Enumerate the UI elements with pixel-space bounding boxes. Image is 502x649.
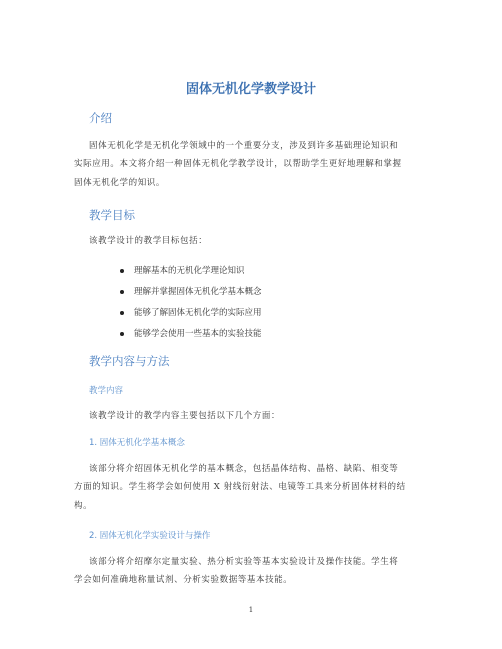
document-title: 固体无机化学教学设计 — [185, 82, 316, 97]
topic1-line1: 该部分将介绍固体无机化学的基本概念，包括晶体结构、晶格、缺陷、相变等 — [89, 464, 399, 474]
content-lead: 该教学设计的教学内容主要包括以下几个方面： — [89, 411, 281, 421]
goals-list-item — [120, 306, 262, 318]
intro-paragraph-line2: 实际应用。本文将介绍一种固体无机化学教学设计，以帮助学生更好地理解和掌握 — [74, 159, 402, 169]
topic2-line1: 该部分将介绍摩尔定量实验、热分析实验等基本实验设计及操作技能。学生将 — [89, 557, 399, 567]
topic1-heading: 1. 固体无机化学基本概念 — [89, 438, 185, 448]
heading-intro: 介绍 — [89, 111, 112, 125]
page-number: 1 — [248, 606, 254, 614]
bullet-icon — [120, 290, 124, 294]
heading-goals: 教学目标 — [89, 208, 135, 222]
topic1-line3: 构。 — [74, 501, 93, 511]
goals-item-text: 理解并掌握固体无机化学基本概念 — [134, 287, 262, 297]
bullet-icon — [120, 269, 124, 273]
goals-lead: 该教学设计的教学目标包括： — [89, 236, 208, 246]
goals-list-item — [120, 264, 245, 276]
bullet-icon — [120, 332, 124, 336]
topic2-line2: 学会如何准确地称量试剂、分析实验数据等基本技能。 — [74, 575, 293, 585]
bullet-icon — [120, 311, 124, 315]
goals-item-text: 能够学会使用一些基本的实验技能 — [134, 329, 262, 339]
subheading-content: 教学内容 — [89, 386, 124, 396]
heading-content-methods: 教学内容与方法 — [89, 354, 170, 368]
topic1-line2: 方面的知识。学生将学会如何使用 X 射线衍射法、电镜等工具来分析固体材料的结 — [74, 482, 406, 492]
goals-list-item — [120, 327, 262, 339]
intro-paragraph-line3: 固体无机化学的知识。 — [74, 178, 166, 188]
goals-list-item — [120, 285, 262, 297]
goals-item-text: 理解基本的无机化学理论知识 — [134, 266, 245, 276]
intro-paragraph-line1: 固体无机化学是无机化学领域中的一个重要分支，涉及到许多基础理论知识和 — [89, 141, 399, 151]
topic2-heading: 2. 固体无机化学实验设计与操作 — [89, 531, 211, 541]
goals-item-text: 能够了解固体无机化学的实际应用 — [134, 308, 262, 318]
